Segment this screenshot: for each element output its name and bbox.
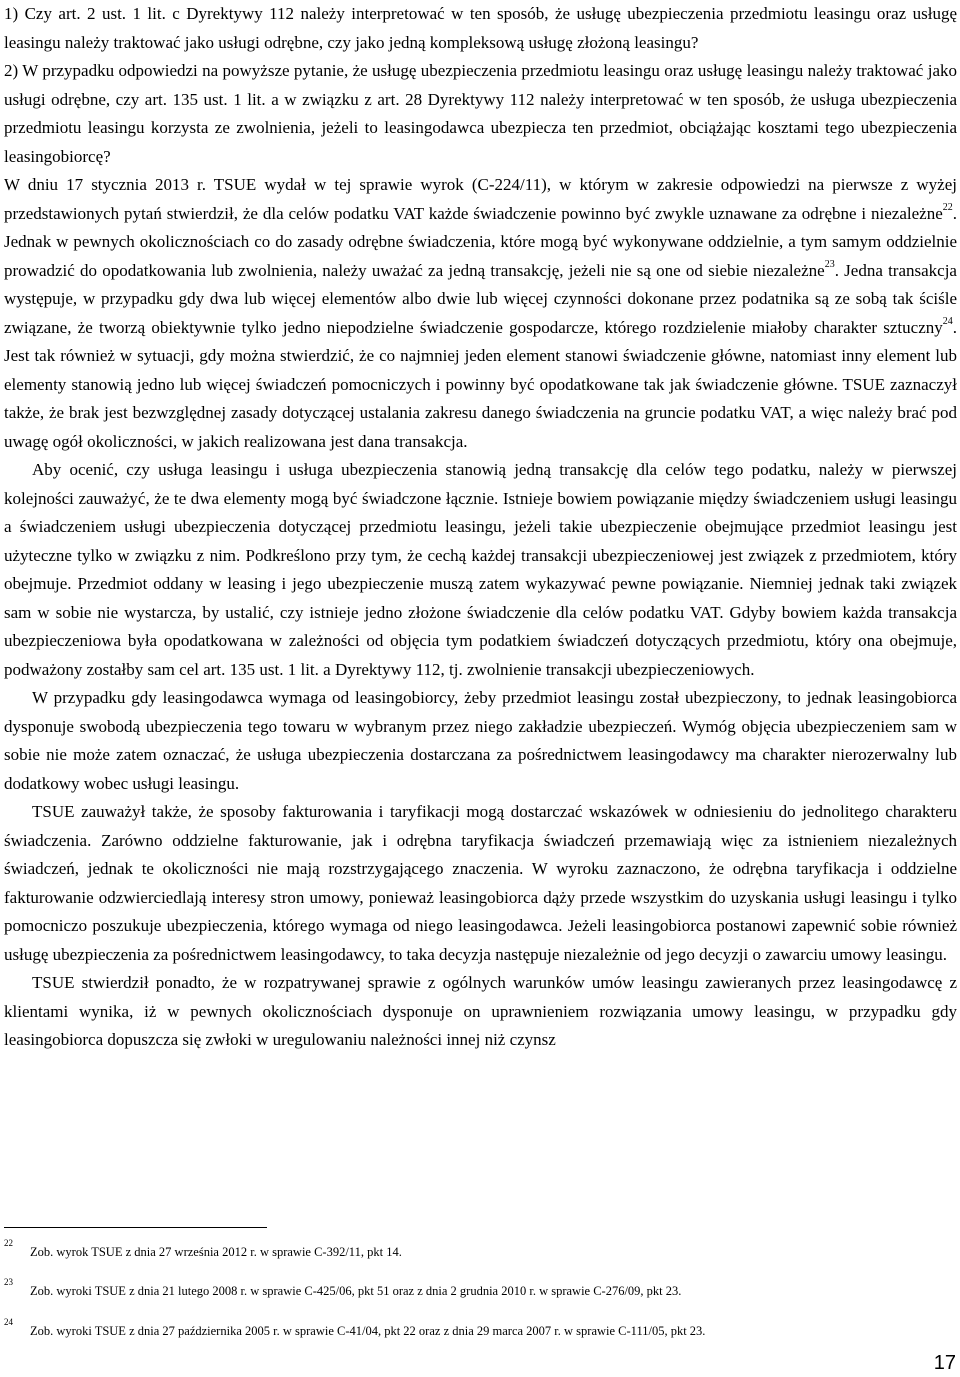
footnote-number: 24 xyxy=(4,1317,13,1327)
page-number: 17 xyxy=(933,1352,956,1374)
assessment-paragraph: Aby ocenić, czy usługa leasingu i usługa ubezpieczenia stanowią jedną transakcję dla celów tego podatku, należy w pierwszej kolejności zauważyć, że te dwa elementy mogą być świadczone łącznie. Istnieje bowiem powiązanie między świadczeniem usługi leasingu a świadczeniem usługi ubezpieczenia dotyczącej przedmiotu leasingu, jeżeli takie ubezpieczenie obejmujące przedmiot leasingu jest użyteczne tylko w związku z nim. Podkreślono przy tym, że cechą każdej transakcji ubezpieczeniowej jest związek z przedmiotem, który obejmuje. Przedmiot oddany w leasing i jego ubezpieczenie muszą zatem wykazywać pewne powiązanie. Niemniej jednak taki związek sam w sobie nie wystarcza, by ustalić, czy istnieje jedno złożone świadczenie dla celów podatku VAT. Gdyby bowiem każda transakcja ubezpieczeniowa była opodatkowana w zależności od objęcia tym podatkiem świadczeń dotyczących przedmiotu, który ona obejmuje, podważony zostałby sam cel art. 135 ust. 1 lit. a Dyrektywy 112, tj. zwolnienie transakcji ubezpieczeniowych. xyxy=(4,460,957,679)
footnote-ref-23: 23 xyxy=(824,258,835,270)
footnote-number: 23 xyxy=(4,1277,13,1287)
footnote-separator xyxy=(4,1227,267,1228)
footnote-number: 22 xyxy=(4,1238,13,1248)
invoicing-paragraph: TSUE zauważył także, że sposoby fakturowania i taryfikacji mogą dostarczać wskazówek w odniesieniu do jednolitego charakteru świadczenia. Zarówno oddzielne fakturowanie, jak i odrębna taryfikacja świadczeń przemawiają więc za istnieniem niezależnych świadczeń, jednak te okoliczności nie mają rozstrzygającego znaczenia. W wyroku zaznaczono, że odrębna taryfikacja i oddzielne fakturowanie odzwierciedlają interesy stron umowy, ponieważ leasingobiorca dąży przede wszystkim do uzyskania usługi leasingu i tylko pomocniczo poszukuje ubezpieczenia, którego wymaga od niego leasingodawca. Jeżeli leasingobiorca postanowi zapewnić sobie również usługę ubezpieczenia za pośrednictwem leasingodawcy, to taka decyzja następuje niezależnie od jego decyzji o zawarciu umowy leasingu. xyxy=(4,802,957,964)
footnote-ref-22: 22 xyxy=(942,201,953,213)
question-2: 2) W przypadku odpowiedzi na powyższe pytanie, że usługę ubezpieczenia przedmiotu leasingu oraz usługę leasingu należy traktować jako usługi odrębne, czy art. 135 ust. 1 lit. a w związku z art. 28 Dyrektywy 112 należy interpretować w ten sposób, że usługa ubezpieczenia przedmiotu leasingu korzysta ze zwolnienia, jeżeli to leasingodawca ubezpiecza ten przedmiot, obciążając kosztami tego ubezpieczenia leasingobiorcę? xyxy=(4,61,957,166)
question-1: 1) Czy art. 2 ust. 1 lit. c Dyrektywy 112 należy interpretować w ten sposób, że usługę ubezpieczenia przedmiotu leasingu oraz usługę leasingu należy traktować jako usługi odrębne, czy jako jedną kompleksową usługę złożoną leasingu? xyxy=(4,4,957,52)
termination-paragraph: TSUE stwierdził ponadto, że w rozpatrywanej sprawie z ogólnych warunków umów leasingu zawieranych przez leasingodawcę z klientami wynika, iż w pewnych okolicznościach dysponuje on uprawnieniem rozwiązania umowy leasingu, w przypadku gdy leasingobiorca dopuszcza się zwłoki w uregulowaniu należności innej niż czynsz xyxy=(4,973,957,1049)
judgment-paragraph: W dniu 17 stycznia 2013 r. TSUE wydał w tej sprawie wyrok (C-224/11), w którym w zakresie odpowiedzi na pierwsze z wyżej przedstawionych pytań stwierdził, że dla celów podatku VAT każde świadczenie powinno być zwykle uznawane za odrębne i niezależne$^{22}$. Jednak w pewnych okolicznościach co do zasady odrębne świadczenia, które mogą być wykonywane oddzielnie, a tym samym oddzielnie prowadzić do opodatkowania lub zwolnienia, należy uważać za jedną transakcję, jeżeli nie są one od siebie niezależne$^{23}$. Jedna transakcja występuje, w przypadku gdy dwa lub więcej elementów albo dwie lub więcej czynności dokonane przez podatnika są ze sobą tak ściśle związane, że tworzą obiektywnie tylko jedno niepodzielne świadczenie gospodarcze, którego rozdzielenie miałoby charakter sztuczny$^{24}$. Jest tak również w sytuacji, gdy można stwierdzić, że co najmniej jeden element stanowi świadczenie główne, natomiast inny element lub elementy stanowią jedno lub więcej świadczeń pomocniczych i powinny być opodatkowane tak jak świadczenie główne. TSUE zaznaczył także, że brak jest bezwzględnej zasady dotyczącej ustalania zakresu danego świadczenia na gruncie podatku VAT, a więc należy brać pod uwagę ogół okoliczności, w jakich realizowana jest dana transakcja. xyxy=(4,175,957,451)
footnote-text: Zob. wyrok TSUE z dnia 27 września 2012 r. w sprawie C-392/11, pkt 14. xyxy=(30,1245,402,1259)
insurance-requirement-paragraph: W przypadku gdy leasingodawca wymaga od leasingobiorcy, żeby przedmiot leasingu został ubezpieczony, to jednak leasingobiorca dysponuje swobodą ubezpieczenia tego towaru w wybranym przez niego zakładzie ubezpieczeń. Wymóg objęcia ubezpieczeniem sam w sobie nie może zatem oznaczać, że usługa ubezpieczenia dostarczana za pośrednictwem leasingodawcy ma charakter nierozerwalny lub dodatkowy wobec usługi leasingu. xyxy=(4,688,957,793)
footnote-text: Zob. wyroki TSUE z dnia 27 października 2005 r. w sprawie C-41/04, pkt 22 oraz z dnia 29 marca 2007 r. w sprawie C-111/05, pkt 23. xyxy=(30,1324,706,1338)
footnote-text: Zob. wyroki TSUE z dnia 21 lutego 2008 r. w sprawie C-425/06, pkt 51 oraz z dnia 2 grudnia 2010 r. w sprawie C-276/09, pkt 23. xyxy=(30,1284,682,1298)
footnote-ref-24: 24 xyxy=(942,315,953,327)
body-text xyxy=(4,0,957,1055)
